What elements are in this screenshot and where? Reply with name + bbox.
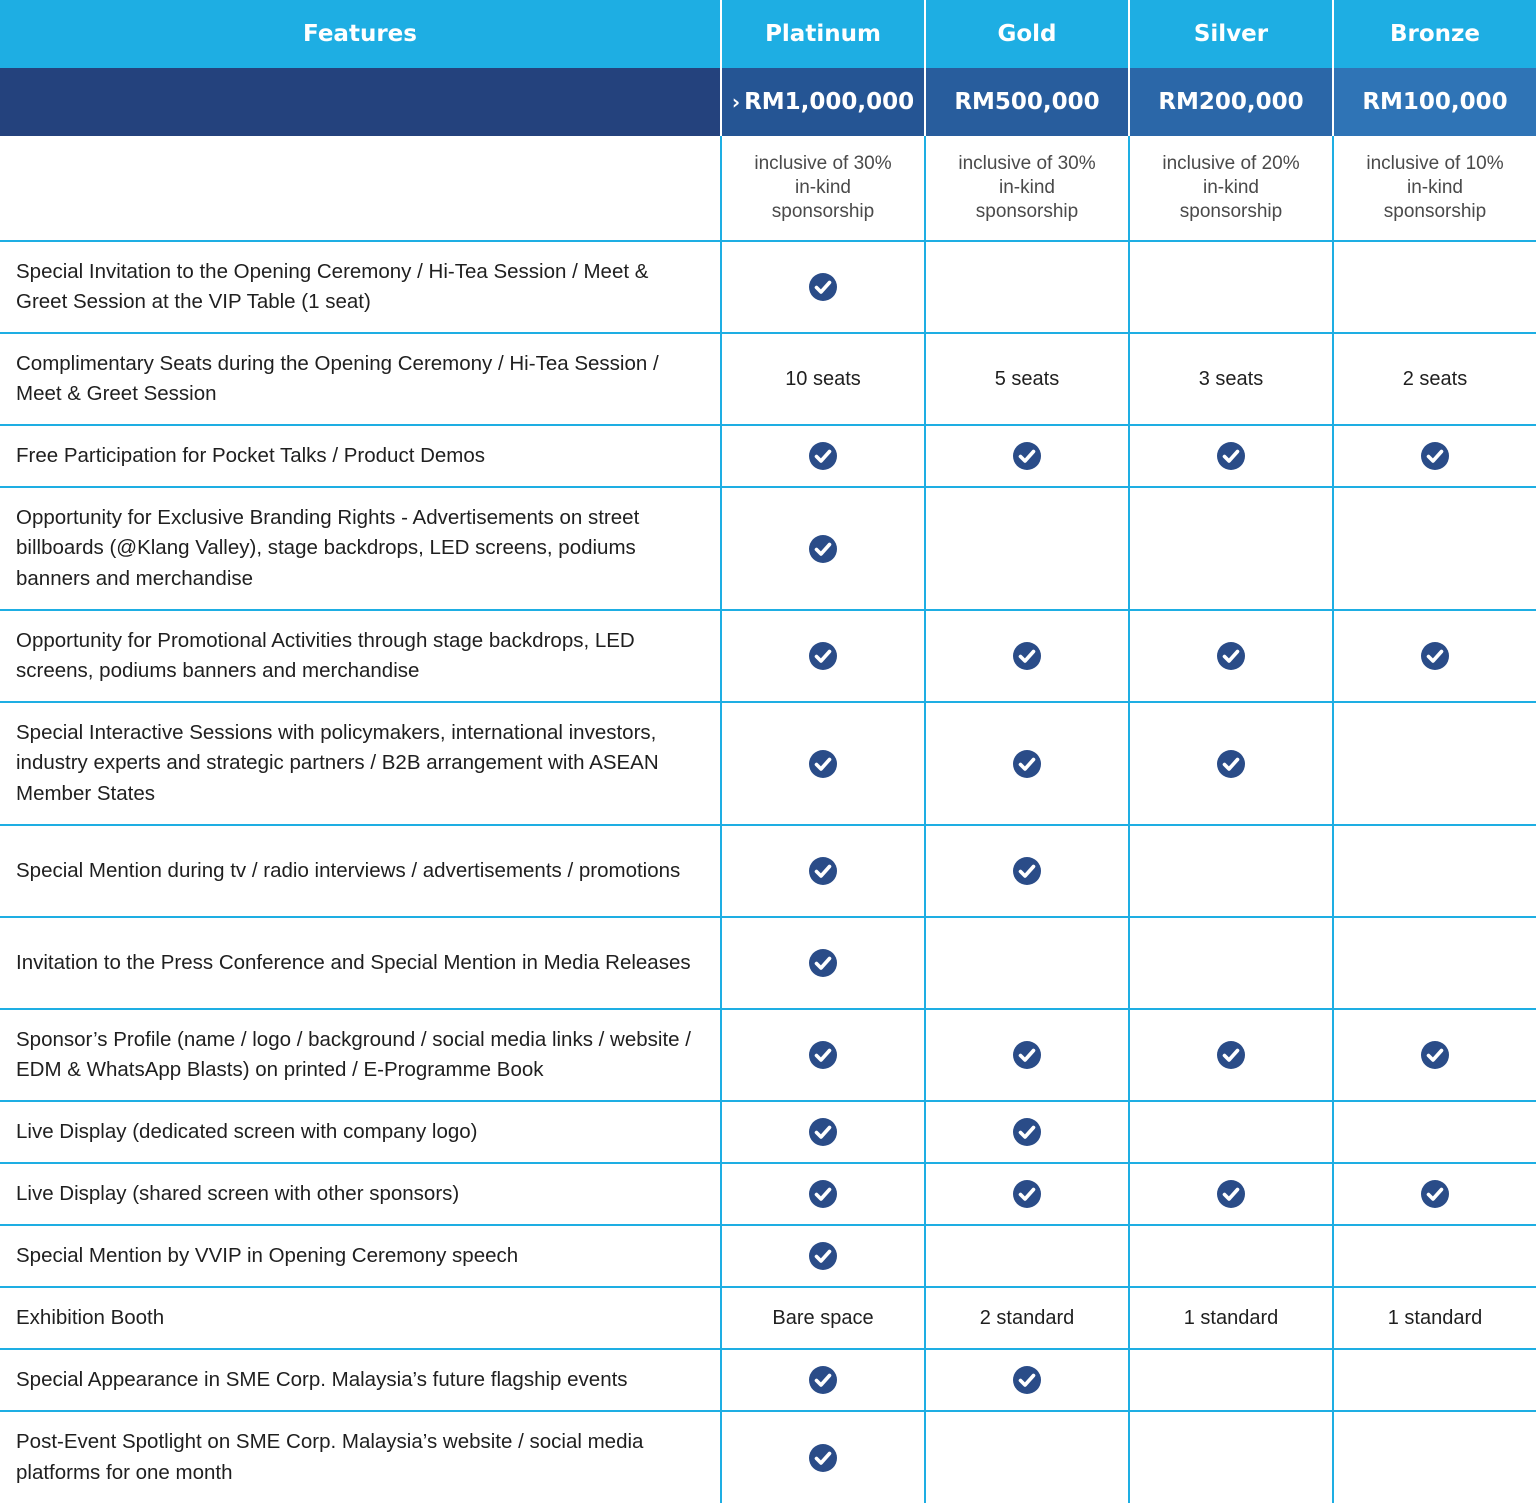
cell-bronze-included [1333, 610, 1536, 702]
feature-label: Special Invitation to the Opening Ceremony / Hi-Tea Session / Meet & Greet Session at the VIP Table (1 seat) [0, 241, 721, 333]
price-row [0, 68, 1536, 136]
cell-silver-empty [1129, 487, 1333, 610]
cell-gold-empty [925, 241, 1129, 333]
cell-bronze-empty [1333, 1411, 1536, 1503]
in-kind-note-row [0, 136, 1536, 241]
cell-bronze-included [1333, 1163, 1536, 1225]
feature-rows [0, 241, 1536, 1503]
check-circle-icon [1012, 1365, 1042, 1395]
tier-header-silver: Silver [1129, 0, 1333, 68]
note-bronze [1333, 136, 1536, 241]
cell-silver-value: 1 standard [1129, 1287, 1333, 1349]
check-circle-icon [808, 1040, 838, 1070]
check-circle-icon [1012, 1117, 1042, 1147]
check-circle-icon [1216, 1040, 1246, 1070]
cell-platinum-included [721, 1411, 925, 1503]
note-platinum [721, 136, 925, 241]
feature-row [0, 825, 1536, 917]
note-gold [925, 136, 1129, 241]
cell-silver-empty [1129, 1225, 1333, 1287]
cell-platinum-included [721, 825, 925, 917]
cell-gold-empty [925, 1411, 1129, 1503]
cell-platinum-value: 10 seats [721, 333, 925, 425]
cell-bronze-empty [1333, 702, 1536, 825]
cell-silver-empty [1129, 825, 1333, 917]
check-circle-icon [1216, 641, 1246, 671]
check-circle-icon [1216, 1179, 1246, 1209]
feature-label: Opportunity for Promotional Activities through stage backdrops, LED screens, podiums banners and merchandise [0, 610, 721, 702]
check-circle-icon [808, 534, 838, 564]
check-circle-icon [1012, 856, 1042, 886]
check-circle-icon [1012, 441, 1042, 471]
feature-label: Special Mention by VVIP in Opening Ceremony speech [0, 1225, 721, 1287]
tier-header-row [0, 0, 1536, 68]
feature-row [0, 1411, 1536, 1503]
cell-bronze-empty [1333, 1101, 1536, 1163]
check-circle-icon [1012, 641, 1042, 671]
cell-silver-empty [1129, 241, 1333, 333]
tier-header-gold: Gold [925, 0, 1129, 68]
price-bronze: RM100,000 [1333, 68, 1536, 136]
check-circle-icon [1012, 749, 1042, 779]
cell-platinum-included [721, 917, 925, 1009]
feature-row [0, 1009, 1536, 1101]
cell-platinum-included [721, 1225, 925, 1287]
cell-platinum-included [721, 1163, 925, 1225]
check-circle-icon [1420, 641, 1450, 671]
cell-silver-included [1129, 1009, 1333, 1101]
price-silver: RM200,000 [1129, 68, 1333, 136]
cell-bronze-empty [1333, 825, 1536, 917]
cell-gold-included [925, 1101, 1129, 1163]
cell-bronze-value: 1 standard [1333, 1287, 1536, 1349]
check-circle-icon [808, 749, 838, 779]
feature-row [0, 1101, 1536, 1163]
feature-label: Exhibition Booth [0, 1287, 721, 1349]
cell-platinum-included [721, 1009, 925, 1101]
cell-gold-value: 2 standard [925, 1287, 1129, 1349]
cell-platinum-included [721, 1349, 925, 1411]
note-silver [1129, 136, 1333, 241]
features-column-header: Features [0, 0, 721, 68]
check-circle-icon [1420, 1179, 1450, 1209]
cell-bronze-value: 2 seats [1333, 333, 1536, 425]
note-bronze-text: inclusive of 10% in-kind sponsorship [1366, 153, 1504, 222]
cell-gold-empty [925, 1225, 1129, 1287]
check-circle-icon [808, 1241, 838, 1271]
check-circle-icon [1012, 1040, 1042, 1070]
feature-label: Opportunity for Exclusive Branding Rights - Advertisements on street billboards (@Klang Valley), stage backdrops, LED screens, podiums banners and merchandise [0, 487, 721, 610]
check-circle-icon [1216, 441, 1246, 471]
cell-silver-empty [1129, 1101, 1333, 1163]
check-circle-icon [808, 1365, 838, 1395]
cell-gold-included [925, 702, 1129, 825]
feature-row [0, 917, 1536, 1009]
cell-gold-included [925, 1163, 1129, 1225]
tier-header-bronze: Bronze [1333, 0, 1536, 68]
note-platinum-text: inclusive of 30% in-kind sponsorship [754, 153, 892, 222]
cell-silver-empty [1129, 1349, 1333, 1411]
feature-label: Live Display (shared screen with other sponsors) [0, 1163, 721, 1225]
cell-bronze-empty [1333, 1225, 1536, 1287]
cell-silver-included [1129, 425, 1333, 487]
check-circle-icon [1012, 1179, 1042, 1209]
cell-bronze-empty [1333, 487, 1536, 610]
cell-bronze-included [1333, 1009, 1536, 1101]
check-circle-icon [808, 1443, 838, 1473]
cell-bronze-empty [1333, 917, 1536, 1009]
check-circle-icon [1216, 749, 1246, 779]
feature-label: Post-Event Spotlight on SME Corp. Malaysia’s website / social media platforms for one month [0, 1411, 721, 1503]
note-row-label [0, 136, 721, 241]
feature-row [0, 487, 1536, 610]
feature-row [0, 1287, 1536, 1349]
feature-row [0, 702, 1536, 825]
cell-bronze-included [1333, 425, 1536, 487]
note-silver-text: inclusive of 20% in-kind sponsorship [1162, 153, 1300, 222]
feature-label: Special Interactive Sessions with policymakers, international investors, industry experts and strategic partners / B2B arrangement with ASEAN Member States [0, 702, 721, 825]
cell-platinum-included [721, 241, 925, 333]
cell-gold-value: 5 seats [925, 333, 1129, 425]
cell-platinum-included [721, 425, 925, 487]
cell-silver-empty [1129, 1411, 1333, 1503]
feature-row [0, 425, 1536, 487]
cell-bronze-empty [1333, 1349, 1536, 1411]
cell-platinum-included [721, 487, 925, 610]
check-circle-icon [1420, 441, 1450, 471]
feature-row [0, 333, 1536, 425]
price-row-label [0, 68, 721, 136]
feature-label: Special Mention during tv / radio interviews / advertisements / promotions [0, 825, 721, 917]
cell-platinum-included [721, 702, 925, 825]
cell-silver-empty [1129, 917, 1333, 1009]
price-platinum-value: RM1,000,000 [744, 89, 915, 115]
feature-label: Invitation to the Press Conference and Special Mention in Media Releases [0, 917, 721, 1009]
chevron-right-icon: › [731, 90, 741, 114]
cell-bronze-empty [1333, 241, 1536, 333]
price-platinum [721, 68, 925, 136]
cell-platinum-included [721, 610, 925, 702]
feature-label: Live Display (dedicated screen with company logo) [0, 1101, 721, 1163]
cell-gold-empty [925, 487, 1129, 610]
feature-row [0, 241, 1536, 333]
cell-gold-included [925, 1009, 1129, 1101]
cell-gold-included [925, 425, 1129, 487]
check-circle-icon [808, 856, 838, 886]
feature-row [0, 610, 1536, 702]
tier-header-platinum: Platinum [721, 0, 925, 68]
feature-row [0, 1349, 1536, 1411]
feature-label: Sponsor’s Profile (name / logo / background / social media links / website / EDM & WhatsApp Blasts) on printed / E-Programme Book [0, 1009, 721, 1101]
feature-row [0, 1163, 1536, 1225]
cell-gold-included [925, 1349, 1129, 1411]
cell-platinum-value: Bare space [721, 1287, 925, 1349]
cell-silver-included [1129, 1163, 1333, 1225]
cell-gold-included [925, 610, 1129, 702]
price-gold: RM500,000 [925, 68, 1129, 136]
check-circle-icon [808, 1117, 838, 1147]
check-circle-icon [808, 441, 838, 471]
cell-silver-included [1129, 610, 1333, 702]
check-circle-icon [808, 948, 838, 978]
check-circle-icon [808, 1179, 838, 1209]
cell-silver-included [1129, 702, 1333, 825]
check-circle-icon [808, 641, 838, 671]
feature-label: Complimentary Seats during the Opening Ceremony / Hi-Tea Session / Meet & Greet Session [0, 333, 721, 425]
note-gold-text: inclusive of 30% in-kind sponsorship [958, 153, 1096, 222]
check-circle-icon [808, 272, 838, 302]
cell-gold-included [925, 825, 1129, 917]
cell-gold-empty [925, 917, 1129, 1009]
feature-label: Free Participation for Pocket Talks / Product Demos [0, 425, 721, 487]
check-circle-icon [1420, 1040, 1450, 1070]
feature-row [0, 1225, 1536, 1287]
feature-label: Special Appearance in SME Corp. Malaysia’s future flagship events [0, 1349, 721, 1411]
cell-platinum-included [721, 1101, 925, 1163]
cell-silver-value: 3 seats [1129, 333, 1333, 425]
